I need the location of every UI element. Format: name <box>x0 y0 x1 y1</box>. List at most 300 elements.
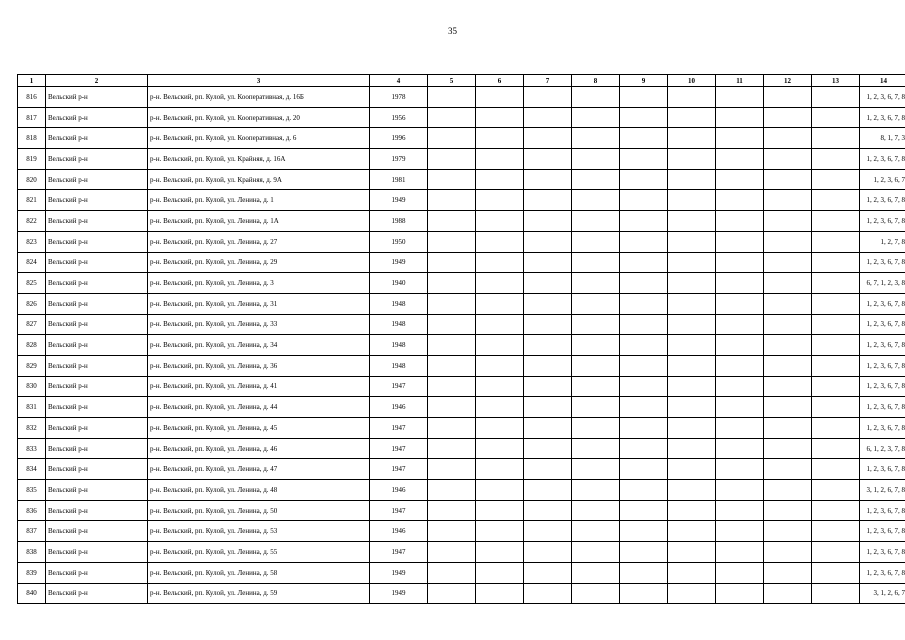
codes-cell: 1, 2, 3, 6, 7, 8 <box>860 107 905 128</box>
empty-cell-col-9 <box>620 459 668 480</box>
empty-cell-col-9 <box>620 480 668 501</box>
empty-cell-col-8 <box>572 107 620 128</box>
empty-cell-col-5 <box>428 87 476 108</box>
empty-cell-col-7 <box>524 459 572 480</box>
empty-cell-col-5 <box>428 128 476 149</box>
row-number: 834 <box>18 459 46 480</box>
empty-cell-col-13 <box>812 480 860 501</box>
column-header-7: 7 <box>524 75 572 87</box>
table-row <box>18 149 905 170</box>
district-cell: Вельский р-н <box>46 542 148 563</box>
empty-cell-col-6 <box>476 376 524 397</box>
address-cell: р-н. Вельский, рп. Кулой, ул. Ленина, д. 44 <box>148 397 370 418</box>
district-cell: Вельский р-н <box>46 107 148 128</box>
empty-cell-col-5 <box>428 314 476 335</box>
empty-cell-col-9 <box>620 169 668 190</box>
empty-cell-col-5 <box>428 521 476 542</box>
row-number: 826 <box>18 293 46 314</box>
empty-cell-col-13 <box>812 252 860 273</box>
table-row <box>18 521 905 542</box>
empty-cell-col-6 <box>476 459 524 480</box>
empty-cell-col-6 <box>476 107 524 128</box>
empty-cell-col-8 <box>572 87 620 108</box>
empty-cell-col-8 <box>572 231 620 252</box>
empty-cell-col-10 <box>668 562 716 583</box>
district-cell: Вельский р-н <box>46 459 148 480</box>
codes-cell: 1, 2, 3, 6, 7, 8 <box>860 562 905 583</box>
empty-cell-col-10 <box>668 293 716 314</box>
empty-cell-col-11 <box>716 459 764 480</box>
address-cell: р-н. Вельский, рп. Кулой, ул. Кооперативная, д. 6 <box>148 128 370 149</box>
empty-cell-col-8 <box>572 149 620 170</box>
district-cell: Вельский р-н <box>46 500 148 521</box>
empty-cell-col-13 <box>812 459 860 480</box>
empty-cell-col-10 <box>668 128 716 149</box>
empty-cell-col-13 <box>812 335 860 356</box>
empty-cell-col-13 <box>812 128 860 149</box>
codes-cell: 1, 2, 3, 6, 7, 8 <box>860 521 905 542</box>
codes-cell: 1, 2, 3, 6, 7, 8 <box>860 500 905 521</box>
empty-cell-col-9 <box>620 314 668 335</box>
empty-cell-col-11 <box>716 87 764 108</box>
empty-cell-col-13 <box>812 500 860 521</box>
codes-cell: 1, 2, 3, 6, 7, 8 <box>860 335 905 356</box>
empty-cell-col-5 <box>428 583 476 604</box>
row-number: 818 <box>18 128 46 149</box>
empty-cell-col-7 <box>524 293 572 314</box>
address-cell: р-н. Вельский, рп. Кулой, ул. Ленина, д. 3 <box>148 273 370 294</box>
empty-cell-col-11 <box>716 418 764 439</box>
empty-cell-col-11 <box>716 190 764 211</box>
empty-cell-col-9 <box>620 438 668 459</box>
empty-cell-col-5 <box>428 231 476 252</box>
district-cell: Вельский р-н <box>46 231 148 252</box>
empty-cell-col-6 <box>476 355 524 376</box>
codes-cell: 1, 2, 3, 6, 7, 8 <box>860 149 905 170</box>
empty-cell-col-7 <box>524 438 572 459</box>
column-header-4: 4 <box>370 75 428 87</box>
empty-cell-col-6 <box>476 335 524 356</box>
column-header-3: 3 <box>148 75 370 87</box>
empty-cell-col-10 <box>668 252 716 273</box>
empty-cell-col-6 <box>476 273 524 294</box>
empty-cell-col-12 <box>764 562 812 583</box>
empty-cell-col-11 <box>716 376 764 397</box>
codes-cell: 6, 7, 1, 2, 3, 8 <box>860 273 905 294</box>
empty-cell-col-5 <box>428 211 476 232</box>
year-built-cell: 1940 <box>370 273 428 294</box>
year-built-cell: 1948 <box>370 314 428 335</box>
empty-cell-col-6 <box>476 293 524 314</box>
empty-cell-col-5 <box>428 169 476 190</box>
empty-cell-col-5 <box>428 149 476 170</box>
empty-cell-col-5 <box>428 376 476 397</box>
empty-cell-col-9 <box>620 149 668 170</box>
empty-cell-col-12 <box>764 293 812 314</box>
codes-cell: 1, 2, 3, 6, 7, 8 <box>860 376 905 397</box>
empty-cell-col-10 <box>668 314 716 335</box>
empty-cell-col-12 <box>764 314 812 335</box>
empty-cell-col-12 <box>764 335 812 356</box>
table-row <box>18 87 905 108</box>
district-cell: Вельский р-н <box>46 583 148 604</box>
empty-cell-col-5 <box>428 293 476 314</box>
year-built-cell: 1949 <box>370 252 428 273</box>
empty-cell-col-8 <box>572 562 620 583</box>
empty-cell-col-8 <box>572 459 620 480</box>
empty-cell-col-9 <box>620 190 668 211</box>
empty-cell-col-12 <box>764 376 812 397</box>
empty-cell-col-11 <box>716 149 764 170</box>
year-built-cell: 1948 <box>370 355 428 376</box>
empty-cell-col-9 <box>620 521 668 542</box>
table-row <box>18 128 905 149</box>
empty-cell-col-11 <box>716 169 764 190</box>
year-built-cell: 1956 <box>370 107 428 128</box>
empty-cell-col-10 <box>668 355 716 376</box>
empty-cell-col-10 <box>668 149 716 170</box>
empty-cell-col-6 <box>476 583 524 604</box>
empty-cell-col-11 <box>716 293 764 314</box>
row-number: 824 <box>18 252 46 273</box>
empty-cell-col-10 <box>668 500 716 521</box>
empty-cell-col-6 <box>476 397 524 418</box>
table-row <box>18 169 905 190</box>
empty-cell-col-6 <box>476 314 524 335</box>
empty-cell-col-8 <box>572 397 620 418</box>
empty-cell-col-9 <box>620 355 668 376</box>
empty-cell-col-11 <box>716 231 764 252</box>
empty-cell-col-10 <box>668 521 716 542</box>
empty-cell-col-12 <box>764 211 812 232</box>
district-cell: Вельский р-н <box>46 252 148 273</box>
column-header-8: 8 <box>572 75 620 87</box>
column-header-10: 10 <box>668 75 716 87</box>
empty-cell-col-11 <box>716 521 764 542</box>
row-number: 822 <box>18 211 46 232</box>
table-row <box>18 438 905 459</box>
codes-cell: 1, 2, 3, 6, 7, 8 <box>860 355 905 376</box>
column-header-2: 2 <box>46 75 148 87</box>
empty-cell-col-9 <box>620 231 668 252</box>
empty-cell-col-6 <box>476 211 524 232</box>
empty-cell-col-7 <box>524 231 572 252</box>
district-cell: Вельский р-н <box>46 293 148 314</box>
year-built-cell: 1948 <box>370 293 428 314</box>
empty-cell-col-11 <box>716 542 764 563</box>
codes-cell: 1, 2, 3, 6, 7, 8 <box>860 252 905 273</box>
address-cell: р-н. Вельский, рп. Кулой, ул. Ленина, д. 58 <box>148 562 370 583</box>
empty-cell-col-7 <box>524 542 572 563</box>
empty-cell-col-12 <box>764 149 812 170</box>
year-built-cell: 1946 <box>370 397 428 418</box>
row-number: 816 <box>18 87 46 108</box>
empty-cell-col-10 <box>668 418 716 439</box>
empty-cell-col-8 <box>572 314 620 335</box>
empty-cell-col-9 <box>620 562 668 583</box>
empty-cell-col-9 <box>620 252 668 273</box>
empty-cell-col-10 <box>668 273 716 294</box>
empty-cell-col-8 <box>572 480 620 501</box>
empty-cell-col-12 <box>764 480 812 501</box>
empty-cell-col-13 <box>812 169 860 190</box>
empty-cell-col-13 <box>812 107 860 128</box>
codes-cell: 8, 1, 7, 3 <box>860 128 905 149</box>
codes-cell: 1, 2, 3, 6, 7, 8 <box>860 542 905 563</box>
empty-cell-col-10 <box>668 107 716 128</box>
empty-cell-col-9 <box>620 376 668 397</box>
empty-cell-col-9 <box>620 273 668 294</box>
empty-cell-col-9 <box>620 128 668 149</box>
year-built-cell: 1978 <box>370 87 428 108</box>
row-number: 836 <box>18 500 46 521</box>
empty-cell-col-5 <box>428 252 476 273</box>
empty-cell-col-5 <box>428 335 476 356</box>
empty-cell-col-11 <box>716 252 764 273</box>
empty-cell-col-10 <box>668 480 716 501</box>
district-cell: Вельский р-н <box>46 376 148 397</box>
empty-cell-col-5 <box>428 562 476 583</box>
year-built-cell: 1947 <box>370 418 428 439</box>
empty-cell-col-7 <box>524 273 572 294</box>
codes-cell: 1, 2, 3, 6, 7, 8 <box>860 293 905 314</box>
header-row <box>18 75 905 87</box>
empty-cell-col-6 <box>476 252 524 273</box>
empty-cell-col-13 <box>812 273 860 294</box>
column-header-13: 13 <box>812 75 860 87</box>
table-row <box>18 273 905 294</box>
district-cell: Вельский р-н <box>46 355 148 376</box>
table-row <box>18 314 905 335</box>
empty-cell-col-6 <box>476 87 524 108</box>
empty-cell-col-5 <box>428 459 476 480</box>
table-header <box>18 75 905 87</box>
empty-cell-col-7 <box>524 169 572 190</box>
empty-cell-col-10 <box>668 169 716 190</box>
empty-cell-col-7 <box>524 190 572 211</box>
row-number: 825 <box>18 273 46 294</box>
empty-cell-col-7 <box>524 107 572 128</box>
empty-cell-col-12 <box>764 459 812 480</box>
empty-cell-col-6 <box>476 418 524 439</box>
empty-cell-col-8 <box>572 252 620 273</box>
empty-cell-col-6 <box>476 562 524 583</box>
empty-cell-col-13 <box>812 583 860 604</box>
empty-cell-col-7 <box>524 397 572 418</box>
empty-cell-col-11 <box>716 355 764 376</box>
district-cell: Вельский р-н <box>46 273 148 294</box>
empty-cell-col-7 <box>524 500 572 521</box>
table-row <box>18 335 905 356</box>
codes-cell: 1, 2, 7, 8 <box>860 231 905 252</box>
table-row <box>18 231 905 252</box>
empty-cell-col-13 <box>812 190 860 211</box>
district-cell: Вельский р-н <box>46 562 148 583</box>
district-cell: Вельский р-н <box>46 335 148 356</box>
empty-cell-col-11 <box>716 128 764 149</box>
district-cell: Вельский р-н <box>46 480 148 501</box>
district-cell: Вельский р-н <box>46 314 148 335</box>
district-cell: Вельский р-н <box>46 521 148 542</box>
empty-cell-col-12 <box>764 397 812 418</box>
empty-cell-col-9 <box>620 211 668 232</box>
district-cell: Вельский р-н <box>46 418 148 439</box>
empty-cell-col-12 <box>764 273 812 294</box>
table-row <box>18 190 905 211</box>
empty-cell-col-9 <box>620 397 668 418</box>
address-cell: р-н. Вельский, рп. Кулой, ул. Ленина, д. 45 <box>148 418 370 439</box>
row-number: 827 <box>18 314 46 335</box>
year-built-cell: 1979 <box>370 149 428 170</box>
row-number: 835 <box>18 480 46 501</box>
address-cell: р-н. Вельский, рп. Кулой, ул. Ленина, д. 27 <box>148 231 370 252</box>
empty-cell-col-11 <box>716 211 764 232</box>
table-row <box>18 107 905 128</box>
empty-cell-col-7 <box>524 211 572 232</box>
empty-cell-col-6 <box>476 480 524 501</box>
empty-cell-col-7 <box>524 335 572 356</box>
empty-cell-col-7 <box>524 583 572 604</box>
empty-cell-col-5 <box>428 542 476 563</box>
row-number: 829 <box>18 355 46 376</box>
empty-cell-col-8 <box>572 273 620 294</box>
empty-cell-col-11 <box>716 107 764 128</box>
empty-cell-col-7 <box>524 149 572 170</box>
address-cell: р-н. Вельский, рп. Кулой, ул. Ленина, д. 1А <box>148 211 370 232</box>
row-number: 817 <box>18 107 46 128</box>
empty-cell-col-12 <box>764 190 812 211</box>
empty-cell-col-12 <box>764 355 812 376</box>
empty-cell-col-7 <box>524 521 572 542</box>
empty-cell-col-10 <box>668 211 716 232</box>
empty-cell-col-6 <box>476 438 524 459</box>
empty-cell-col-5 <box>428 438 476 459</box>
empty-cell-col-8 <box>572 293 620 314</box>
empty-cell-col-8 <box>572 335 620 356</box>
empty-cell-col-5 <box>428 273 476 294</box>
address-cell: р-н. Вельский, рп. Кулой, ул. Ленина, д. 1 <box>148 190 370 211</box>
empty-cell-col-11 <box>716 480 764 501</box>
address-cell: р-н. Вельский, рп. Кулой, ул. Кооперативная, д. 16Б <box>148 87 370 108</box>
table-row <box>18 500 905 521</box>
empty-cell-col-13 <box>812 376 860 397</box>
table-row <box>18 562 905 583</box>
district-cell: Вельский р-н <box>46 190 148 211</box>
empty-cell-col-9 <box>620 335 668 356</box>
table-row <box>18 583 905 604</box>
page-number: 35 <box>448 26 457 36</box>
district-cell: Вельский р-н <box>46 87 148 108</box>
empty-cell-col-13 <box>812 355 860 376</box>
address-cell: р-н. Вельский, рп. Кулой, ул. Ленина, д. 29 <box>148 252 370 273</box>
empty-cell-col-12 <box>764 169 812 190</box>
empty-cell-col-12 <box>764 107 812 128</box>
codes-cell: 1, 2, 3, 6, 7, 8 <box>860 314 905 335</box>
year-built-cell: 1947 <box>370 376 428 397</box>
row-number: 830 <box>18 376 46 397</box>
table-row <box>18 293 905 314</box>
address-cell: р-н. Вельский, рп. Кулой, ул. Ленина, д. 59 <box>148 583 370 604</box>
empty-cell-col-7 <box>524 128 572 149</box>
address-cell: р-н. Вельский, рп. Кулой, ул. Ленина, д. 55 <box>148 542 370 563</box>
empty-cell-col-10 <box>668 335 716 356</box>
address-cell: р-н. Вельский, рп. Кулой, ул. Крайняя, д. 16А <box>148 149 370 170</box>
empty-cell-col-6 <box>476 542 524 563</box>
empty-cell-col-8 <box>572 376 620 397</box>
empty-cell-col-12 <box>764 521 812 542</box>
row-number: 823 <box>18 231 46 252</box>
table-row <box>18 542 905 563</box>
empty-cell-col-12 <box>764 418 812 439</box>
address-cell: р-н. Вельский, рп. Кулой, ул. Ленина, д. 46 <box>148 438 370 459</box>
empty-cell-col-8 <box>572 190 620 211</box>
empty-cell-col-13 <box>812 418 860 439</box>
empty-cell-col-13 <box>812 542 860 563</box>
empty-cell-col-11 <box>716 438 764 459</box>
empty-cell-col-11 <box>716 562 764 583</box>
empty-cell-col-13 <box>812 438 860 459</box>
address-cell: р-н. Вельский, рп. Кулой, ул. Ленина, д. 36 <box>148 355 370 376</box>
year-built-cell: 1988 <box>370 211 428 232</box>
table-row <box>18 459 905 480</box>
empty-cell-col-8 <box>572 521 620 542</box>
empty-cell-col-13 <box>812 562 860 583</box>
empty-cell-col-11 <box>716 314 764 335</box>
column-header-14: 14 <box>860 75 905 87</box>
year-built-cell: 1947 <box>370 542 428 563</box>
codes-cell: 3, 1, 2, 6, 7 <box>860 583 905 604</box>
district-cell: Вельский р-н <box>46 397 148 418</box>
empty-cell-col-10 <box>668 542 716 563</box>
empty-cell-col-9 <box>620 107 668 128</box>
empty-cell-col-7 <box>524 376 572 397</box>
empty-cell-col-9 <box>620 293 668 314</box>
empty-cell-col-7 <box>524 480 572 501</box>
empty-cell-col-13 <box>812 521 860 542</box>
address-cell: р-н. Вельский, рп. Кулой, ул. Ленина, д. 41 <box>148 376 370 397</box>
empty-cell-col-7 <box>524 355 572 376</box>
row-number: 839 <box>18 562 46 583</box>
table-row <box>18 418 905 439</box>
table-row <box>18 397 905 418</box>
empty-cell-col-9 <box>620 500 668 521</box>
empty-cell-col-12 <box>764 438 812 459</box>
column-header-9: 9 <box>620 75 668 87</box>
address-cell: р-н. Вельский, рп. Кулой, ул. Ленина, д. 31 <box>148 293 370 314</box>
empty-cell-col-9 <box>620 87 668 108</box>
row-number: 832 <box>18 418 46 439</box>
empty-cell-col-12 <box>764 231 812 252</box>
empty-cell-col-10 <box>668 190 716 211</box>
address-cell: р-н. Вельский, рп. Кулой, ул. Ленина, д. 33 <box>148 314 370 335</box>
year-built-cell: 1946 <box>370 480 428 501</box>
year-built-cell: 1981 <box>370 169 428 190</box>
year-built-cell: 1946 <box>370 521 428 542</box>
year-built-cell: 1949 <box>370 562 428 583</box>
empty-cell-col-10 <box>668 231 716 252</box>
empty-cell-col-12 <box>764 87 812 108</box>
housing-register-table <box>17 74 905 604</box>
empty-cell-col-8 <box>572 418 620 439</box>
address-cell: р-н. Вельский, рп. Кулой, ул. Ленина, д. 47 <box>148 459 370 480</box>
empty-cell-col-13 <box>812 231 860 252</box>
column-header-12: 12 <box>764 75 812 87</box>
empty-cell-col-12 <box>764 128 812 149</box>
address-cell: р-н. Вельский, рп. Кулой, ул. Кооперативная, д. 20 <box>148 107 370 128</box>
codes-cell: 1, 2, 3, 6, 7, 8 <box>860 397 905 418</box>
empty-cell-col-13 <box>812 293 860 314</box>
empty-cell-col-6 <box>476 169 524 190</box>
